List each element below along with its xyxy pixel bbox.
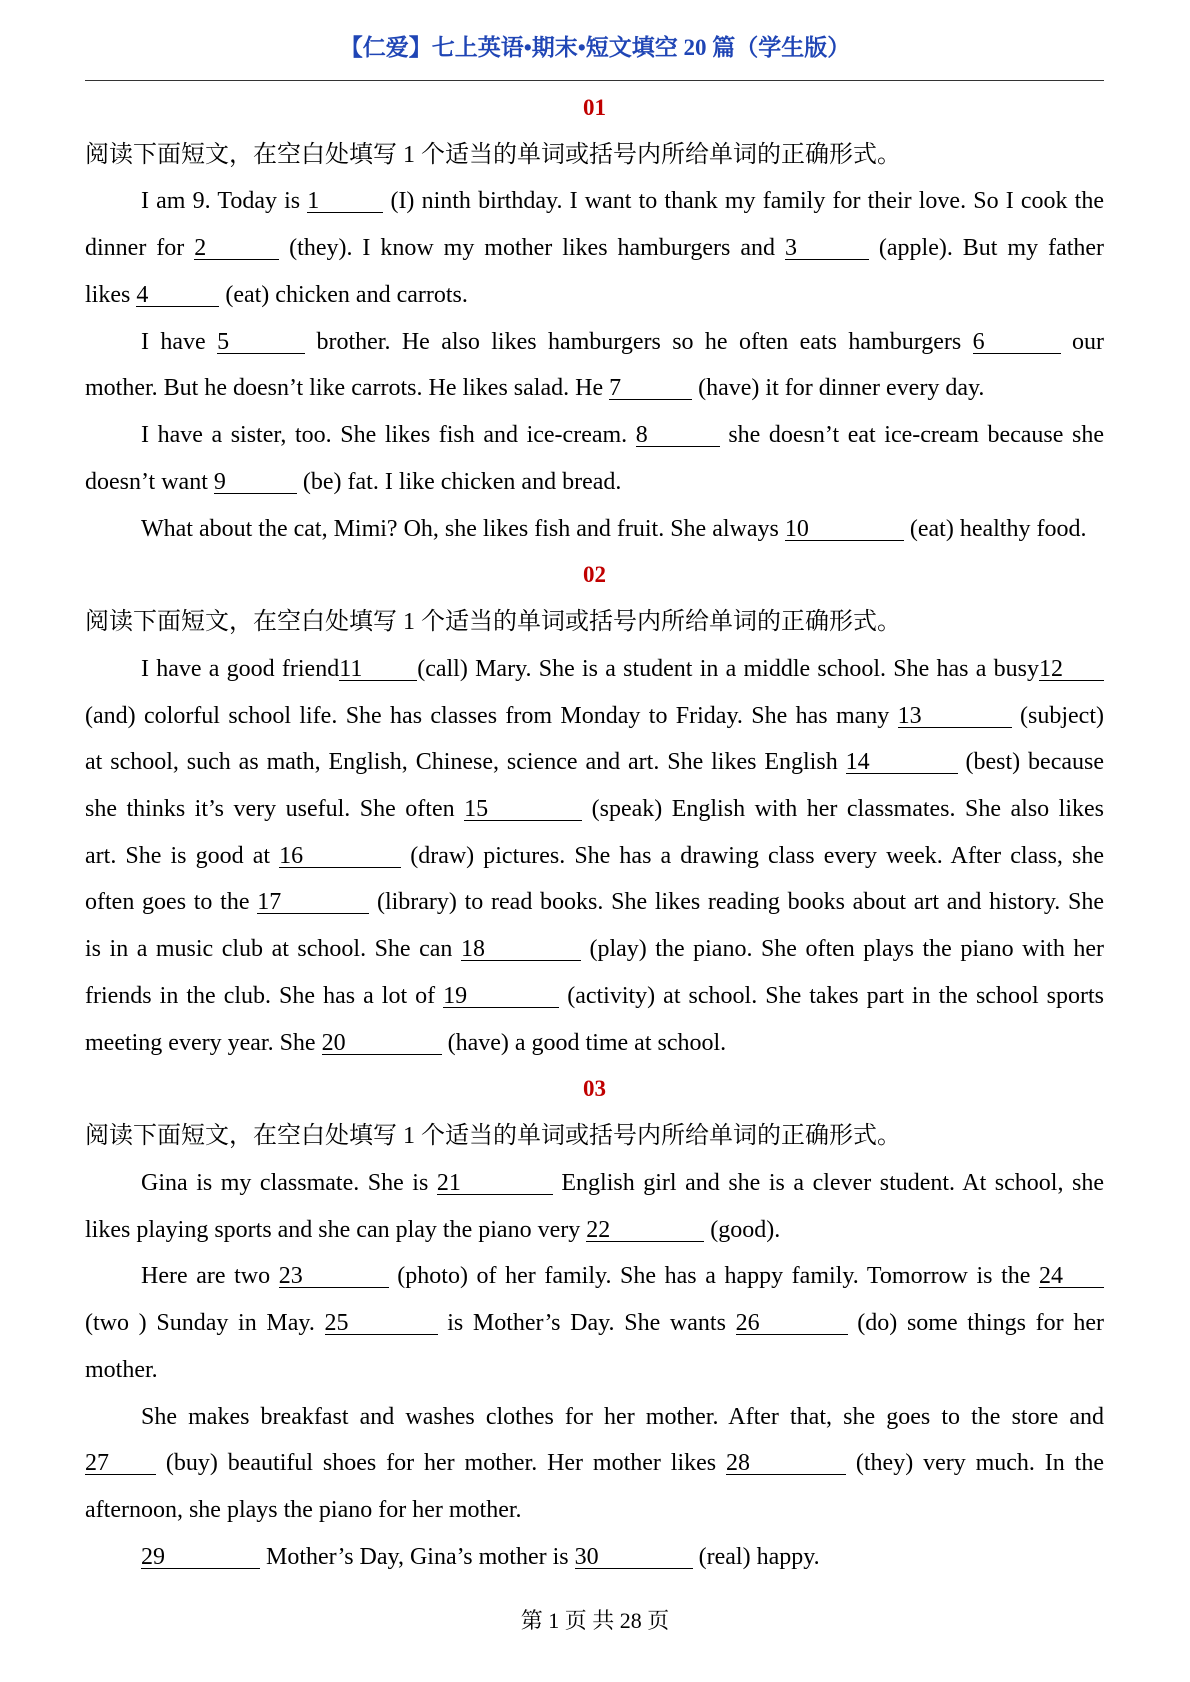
text-run: likes playing sports and she can play the piano very: [85, 1216, 587, 1243]
text-run: (best) because: [957, 749, 1105, 776]
section-instruction: 阅读下面短文，在空白处填写 1 个适当的单词或括号内所给单词的正确形式。: [85, 141, 901, 168]
text-run: dinner for: [85, 235, 195, 262]
text-run: (play) the piano. She often plays the piano with her: [580, 936, 1104, 963]
text-run: (have) a good time at school.: [441, 1029, 727, 1056]
text-run: (apple). But my father: [868, 235, 1105, 262]
paragraph-line: [85, 646, 1104, 693]
text-run: Gina is my classmate. She is: [141, 1169, 437, 1196]
text-run: (be) fat. I like chicken and bread.: [296, 468, 622, 495]
blank-5: 5: [217, 331, 305, 354]
blank-22: 22: [586, 1219, 704, 1242]
blank-12: 12: [1039, 658, 1104, 681]
text-run: meeting every year. She: [85, 1029, 322, 1056]
text-run: I have a sister, too. She likes fish and ice-cream.: [141, 422, 636, 449]
text-run: she thinks it’s very useful. She often: [85, 796, 465, 823]
blank-25: 25: [325, 1312, 438, 1335]
text-run: (do) some things for her: [847, 1310, 1104, 1337]
paragraph-line: [85, 225, 1104, 272]
section-number: 03: [583, 1076, 606, 1102]
text-run: (library) to read books. She likes reading books about art and history. She: [369, 889, 1104, 916]
text-run: at school, such as math, English, Chinese, science and art. She likes English: [85, 749, 846, 776]
text-run: I have: [141, 328, 218, 355]
section-instruction: 阅读下面短文，在空白处填写 1 个适当的单词或括号内所给单词的正确形式。: [85, 609, 901, 636]
page-footer: 第 1 页 共 28 页: [520, 1608, 670, 1633]
paragraph-line: [85, 879, 1104, 926]
text-run: doesn’t want: [85, 468, 214, 495]
text-run: She makes breakfast and washes clothes for her mother. After that, she goes to the store and: [141, 1403, 1104, 1430]
text-run: (buy) beautiful shoes for her mother. Her mother likes: [156, 1450, 726, 1477]
blank-4: 4: [136, 284, 219, 307]
text-run: (draw) pictures. She has a drawing class every week. After class, she: [401, 842, 1104, 869]
blank-7: 7: [609, 377, 692, 400]
header-title: 【仁爱】七上英语•期末•短文填空 20 篇（学生版）: [339, 35, 851, 60]
text-run: she doesn’t eat ice-cream because she: [719, 422, 1104, 449]
paragraph-line: [85, 1440, 1104, 1487]
blank-8: 8: [636, 424, 720, 447]
blank-19: 19: [443, 985, 559, 1008]
paragraph-line: [85, 739, 1104, 786]
text-run: English girl and she is a clever student. At school, she: [552, 1169, 1104, 1196]
text-run: I have a good friend: [141, 655, 340, 682]
blank-24: 24: [1039, 1265, 1104, 1288]
blank-2: 2: [194, 237, 279, 260]
blank-17: 17: [257, 891, 369, 914]
text-run: friends in the club. She has a lot of: [85, 982, 444, 1009]
text-run: is Mother’s Day. She wants: [437, 1310, 736, 1337]
blank-11: 11: [339, 658, 417, 681]
blank-20: 20: [322, 1032, 442, 1055]
document-body: [85, 85, 1104, 1581]
text-run: is in a music club at school. She can: [85, 936, 461, 963]
blank-6: 6: [973, 331, 1061, 354]
paragraph-line: [85, 412, 1104, 459]
text-run: (they). I know my mother likes hamburgers and: [279, 235, 785, 262]
text-run: What about the cat, Mimi? Oh, she likes fish and fruit. She always: [141, 515, 785, 542]
text-run: brother. He also likes hamburgers so he often eats hamburgers: [305, 328, 973, 355]
text-run: Mother’s Day, Gina’s mother is: [260, 1543, 575, 1570]
paragraph-line: [85, 1300, 1104, 1347]
text-run: (real) happy.: [692, 1543, 820, 1570]
blank-3: 3: [785, 237, 869, 260]
blank-15: 15: [464, 798, 582, 821]
text-run: often goes to the: [85, 889, 258, 916]
blank-27: 27: [85, 1452, 156, 1475]
paragraph-line: [85, 319, 1104, 366]
text-run: (two ) Sunday in May.: [85, 1310, 325, 1337]
text-run: afternoon, she plays the piano for her mother.: [85, 1497, 522, 1524]
section-number: 01: [583, 95, 606, 120]
text-run: (activity) at school. She takes part in the school sports: [559, 982, 1104, 1009]
paragraph-line: [85, 459, 1104, 506]
text-run: mother.: [85, 1356, 158, 1383]
paragraph-line: [85, 1534, 1104, 1581]
blank-14: 14: [846, 751, 958, 774]
text-run: (photo) of her family. She has a happy family. Tomorrow is the: [388, 1263, 1039, 1290]
header-divider: [85, 80, 1104, 81]
section-instruction: 阅读下面短文，在空白处填写 1 个适当的单词或括号内所给单词的正确形式。: [85, 1123, 901, 1150]
text-run: (have) it for dinner every day.: [692, 375, 985, 402]
blank-23: 23: [279, 1265, 389, 1288]
paragraph-line: [85, 365, 1104, 412]
text-run: (call) Mary. She is a student in a middle school. She has a busy: [417, 655, 1039, 682]
text-run: our: [1060, 328, 1105, 355]
blank-1: 1: [307, 190, 383, 213]
blank-13: 13: [898, 705, 1012, 728]
text-run: art. She is good at: [85, 842, 280, 869]
paragraph-line: [85, 693, 1104, 740]
blank-28: 28: [726, 1452, 846, 1475]
text-run: (and) colorful school life. She has classes from Monday to Friday. She has many: [85, 702, 898, 729]
blank-18: 18: [461, 938, 581, 961]
text-run: (I) ninth birthday. I want to thank my family for their love. So I cook the: [383, 188, 1105, 215]
paragraph-line: [85, 786, 1104, 833]
text-run: (eat) healthy food.: [903, 515, 1087, 542]
paragraph-line: [85, 1207, 1104, 1254]
paragraph-line: [85, 272, 1104, 319]
text-run: Here are two: [141, 1263, 279, 1290]
paragraph-line: [85, 973, 1104, 1020]
paragraph-line: [85, 1160, 1104, 1207]
paragraph-line: [85, 926, 1104, 973]
text-run: mother. But he doesn’t like carrots. He likes salad. He: [85, 375, 610, 402]
section-number: 02: [583, 562, 606, 588]
paragraph-line: [85, 1347, 1104, 1394]
blank-9: 9: [214, 471, 297, 494]
paragraph-line: [85, 506, 1104, 553]
blank-30: 30: [575, 1546, 693, 1569]
text-run: (good).: [704, 1216, 781, 1243]
paragraph-line: [85, 1253, 1104, 1300]
blank-26: 26: [736, 1312, 848, 1335]
text-run: (they) very much. In the: [846, 1450, 1104, 1477]
text-run: (speak) English with her classmates. She also likes: [582, 796, 1104, 823]
text-run: (eat) chicken and carrots.: [219, 281, 468, 308]
text-run: I am 9. Today is: [141, 188, 308, 215]
paragraph-line: [85, 1487, 1104, 1534]
text-run: (subject): [1011, 702, 1104, 729]
paragraph-line: [85, 1394, 1104, 1441]
paragraph-line: [85, 1020, 1104, 1067]
paragraph-line: [85, 833, 1104, 880]
blank-21: 21: [437, 1172, 553, 1195]
blank-29: 29: [141, 1546, 260, 1569]
paragraph-line: [85, 178, 1104, 225]
blank-10: 10: [785, 518, 904, 541]
blank-16: 16: [279, 845, 401, 868]
text-run: likes: [85, 281, 137, 308]
